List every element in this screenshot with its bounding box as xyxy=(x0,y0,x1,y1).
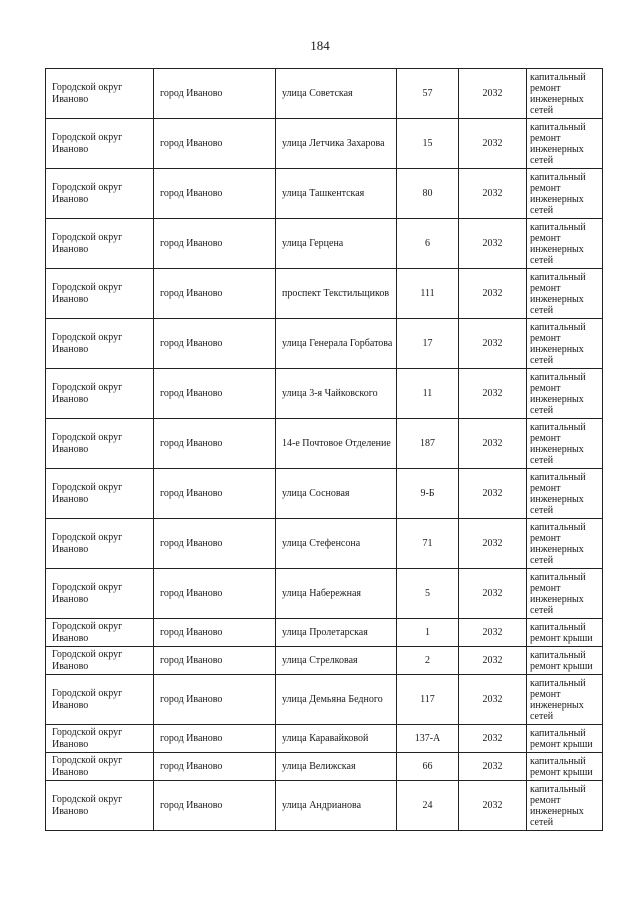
work-type-cell: капитальный ремонт крыши xyxy=(527,619,603,647)
table-row xyxy=(46,753,603,781)
work-type-cell: капитальный ремонт инженерных сетей xyxy=(527,69,603,119)
district-cell: Городской округ Иваново xyxy=(46,675,154,725)
year-cell: 2032 xyxy=(459,569,527,619)
house-number-cell: 15 xyxy=(397,119,459,169)
district-cell: Городской округ Иваново xyxy=(46,519,154,569)
city-cell: город Иваново xyxy=(154,169,276,219)
table-row xyxy=(46,675,603,725)
house-number-cell: 9-Б xyxy=(397,469,459,519)
table-row xyxy=(46,725,603,753)
table-row xyxy=(46,319,603,369)
table-row xyxy=(46,219,603,269)
work-type-cell: капитальный ремонт инженерных сетей xyxy=(527,119,603,169)
year-cell: 2032 xyxy=(459,753,527,781)
house-number-cell: 137-А xyxy=(397,725,459,753)
year-cell: 2032 xyxy=(459,647,527,675)
year-cell: 2032 xyxy=(459,675,527,725)
year-cell: 2032 xyxy=(459,469,527,519)
city-cell: город Иваново xyxy=(154,119,276,169)
district-cell: Городской округ Иваново xyxy=(46,569,154,619)
table-row xyxy=(46,519,603,569)
house-number-cell: 17 xyxy=(397,319,459,369)
house-number-cell: 6 xyxy=(397,219,459,269)
work-type-cell: капитальный ремонт инженерных сетей xyxy=(527,369,603,419)
table-row xyxy=(46,569,603,619)
work-type-cell: капитальный ремонт инженерных сетей xyxy=(527,519,603,569)
table-row xyxy=(46,169,603,219)
district-cell: Городской округ Иваново xyxy=(46,469,154,519)
street-cell: улица Велижская xyxy=(276,753,397,781)
street-cell: улица Советская xyxy=(276,69,397,119)
city-cell: город Иваново xyxy=(154,69,276,119)
city-cell: город Иваново xyxy=(154,469,276,519)
district-cell: Городской округ Иваново xyxy=(46,753,154,781)
repair-registry-table xyxy=(45,68,603,831)
table-row xyxy=(46,369,603,419)
work-type-cell: капитальный ремонт крыши xyxy=(527,725,603,753)
city-cell: город Иваново xyxy=(154,519,276,569)
house-number-cell: 11 xyxy=(397,369,459,419)
house-number-cell: 66 xyxy=(397,753,459,781)
street-cell: улица Герцена xyxy=(276,219,397,269)
work-type-cell: капитальный ремонт инженерных сетей xyxy=(527,169,603,219)
house-number-cell: 71 xyxy=(397,519,459,569)
street-cell: улица Сосновая xyxy=(276,469,397,519)
work-type-cell: капитальный ремонт инженерных сетей xyxy=(527,319,603,369)
work-type-cell: капитальный ремонт инженерных сетей xyxy=(527,675,603,725)
street-cell: улица Генерала Горбатова xyxy=(276,319,397,369)
year-cell: 2032 xyxy=(459,619,527,647)
city-cell: город Иваново xyxy=(154,647,276,675)
year-cell: 2032 xyxy=(459,219,527,269)
table-row xyxy=(46,781,603,831)
street-cell: улица Стрелковая xyxy=(276,647,397,675)
house-number-cell: 5 xyxy=(397,569,459,619)
city-cell: город Иваново xyxy=(154,369,276,419)
work-type-cell: капитальный ремонт инженерных сетей xyxy=(527,269,603,319)
house-number-cell: 2 xyxy=(397,647,459,675)
table-row xyxy=(46,647,603,675)
work-type-cell: капитальный ремонт крыши xyxy=(527,753,603,781)
year-cell: 2032 xyxy=(459,725,527,753)
year-cell: 2032 xyxy=(459,169,527,219)
street-cell: улица Набережная xyxy=(276,569,397,619)
street-cell: улица Демьяна Бедного xyxy=(276,675,397,725)
table-row xyxy=(46,469,603,519)
table-row xyxy=(46,269,603,319)
page-number: 184 xyxy=(310,38,330,53)
street-cell: проспект Текстильщиков xyxy=(276,269,397,319)
table-row xyxy=(46,69,603,119)
district-cell: Городской округ Иваново xyxy=(46,119,154,169)
district-cell: Городской округ Иваново xyxy=(46,69,154,119)
house-number-cell: 117 xyxy=(397,675,459,725)
street-cell: 14-е Почтовое Отделение xyxy=(276,419,397,469)
year-cell: 2032 xyxy=(459,269,527,319)
work-type-cell: капитальный ремонт инженерных сетей xyxy=(527,781,603,831)
year-cell: 2032 xyxy=(459,119,527,169)
street-cell: улица Пролетарская xyxy=(276,619,397,647)
year-cell: 2032 xyxy=(459,69,527,119)
street-cell: улица Летчика Захарова xyxy=(276,119,397,169)
district-cell: Городской округ Иваново xyxy=(46,419,154,469)
house-number-cell: 1 xyxy=(397,619,459,647)
year-cell: 2032 xyxy=(459,781,527,831)
street-cell: улица Андрианова xyxy=(276,781,397,831)
district-cell: Городской округ Иваново xyxy=(46,647,154,675)
city-cell: город Иваново xyxy=(154,319,276,369)
street-cell: улица 3-я Чайковского xyxy=(276,369,397,419)
work-type-cell: капитальный ремонт инженерных сетей xyxy=(527,419,603,469)
year-cell: 2032 xyxy=(459,319,527,369)
table-row xyxy=(46,619,603,647)
district-cell: Городской округ Иваново xyxy=(46,169,154,219)
work-type-cell: капитальный ремонт инженерных сетей xyxy=(527,219,603,269)
district-cell: Городской округ Иваново xyxy=(46,369,154,419)
city-cell: город Иваново xyxy=(154,419,276,469)
street-cell: улица Ташкентская xyxy=(276,169,397,219)
house-number-cell: 111 xyxy=(397,269,459,319)
city-cell: город Иваново xyxy=(154,619,276,647)
house-number-cell: 187 xyxy=(397,419,459,469)
city-cell: город Иваново xyxy=(154,781,276,831)
city-cell: город Иваново xyxy=(154,569,276,619)
city-cell: город Иваново xyxy=(154,725,276,753)
table-row xyxy=(46,119,603,169)
street-cell: улица Каравайковой xyxy=(276,725,397,753)
house-number-cell: 80 xyxy=(397,169,459,219)
year-cell: 2032 xyxy=(459,369,527,419)
district-cell: Городской округ Иваново xyxy=(46,619,154,647)
street-cell: улица Стефенсона xyxy=(276,519,397,569)
city-cell: город Иваново xyxy=(154,753,276,781)
table-row xyxy=(46,419,603,469)
house-number-cell: 24 xyxy=(397,781,459,831)
district-cell: Городской округ Иваново xyxy=(46,725,154,753)
city-cell: город Иваново xyxy=(154,219,276,269)
district-cell: Городской округ Иваново xyxy=(46,781,154,831)
work-type-cell: капитальный ремонт инженерных сетей xyxy=(527,569,603,619)
year-cell: 2032 xyxy=(459,519,527,569)
house-number-cell: 57 xyxy=(397,69,459,119)
city-cell: город Иваново xyxy=(154,269,276,319)
district-cell: Городской округ Иваново xyxy=(46,219,154,269)
district-cell: Городской округ Иваново xyxy=(46,269,154,319)
work-type-cell: капитальный ремонт крыши xyxy=(527,647,603,675)
year-cell: 2032 xyxy=(459,419,527,469)
work-type-cell: капитальный ремонт инженерных сетей xyxy=(527,469,603,519)
city-cell: город Иваново xyxy=(154,675,276,725)
district-cell: Городской округ Иваново xyxy=(46,319,154,369)
